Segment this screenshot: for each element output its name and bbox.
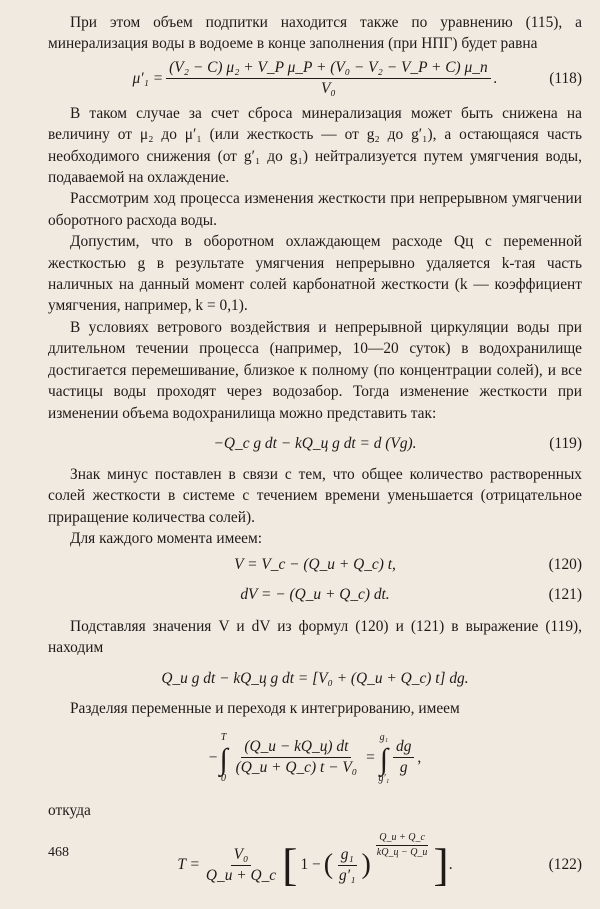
- eq121-text: dV = − (Q_и + Q_c) dt.: [240, 585, 390, 603]
- eq121-number: (121): [548, 585, 582, 603]
- integral-2-upper: g₁: [379, 731, 389, 743]
- equation-118: [48, 55, 582, 103]
- eq122-number: (122): [548, 856, 582, 874]
- eq-int-den2: g: [399, 759, 408, 777]
- eq122-g-num: g₁: [338, 846, 357, 866]
- eq118-numerator: (V₂ − C) μ₂ + V_P μ_P + (V₀ − V₂ − V_P + C) μ_п: [166, 59, 491, 79]
- eq-int-tail: ,: [417, 749, 422, 767]
- paragraph-4: Допустим, что в оборотном охлаждающем расходе Qц с переменной жесткостью g в результате умягчения непрерывно удаляется k-тая часть наличных на данный момент солей карбонатной жесткости (k — коэффициент умягчения, например, k = 0,1).: [48, 233, 582, 315]
- eq-int-num1: (Q_и − kQ_ц) dt: [241, 738, 351, 758]
- paragraph-5: В условиях ветрового воздействия и непрерывной циркуляции воды при длительном течении процесса (например, 10—20 суток) в водохранилище достигается перемешивание, близкое к полному (по концентрации солей), и все частицы воды проходят через водозабор. Тогда изменение жесткости при изменении объема водохранилища можно представить так:: [48, 318, 582, 422]
- eq-int-fraction-1: [233, 738, 360, 777]
- left-paren-icon: (: [323, 849, 334, 881]
- eq120-number: (120): [548, 555, 582, 573]
- paragraph-2: В таком случае за счет сброса минерализация может быть снижена на величину от μ₂ до μ′₁ (или жесткость — от g₂ до g′₁), а остающаяся часть необходимого снижения (от g′₁ до g₁) нейтрализуется путем умягчения воды, подаваемой на охлаждение.: [48, 104, 582, 187]
- eq122-exponent: [374, 832, 431, 859]
- eq122-tail: .: [448, 856, 453, 874]
- equation-120: [48, 550, 582, 580]
- eq122-num: V₀: [231, 846, 252, 866]
- eq122-den: Q_и + Q_c: [205, 866, 277, 884]
- right-paren-icon: ): [361, 849, 371, 881]
- eq-int-equals: =: [366, 749, 375, 767]
- equation-119: [48, 424, 582, 464]
- paragraph-3: Рассмотрим ход процесса изменения жесткости при непрерывном умягчении оборотного расхода воды.: [48, 190, 582, 229]
- eq-int-num2: dg: [393, 738, 414, 758]
- eq122-g-fraction: [336, 846, 358, 885]
- eq122-lhs: T =: [177, 856, 200, 874]
- eq122-exp-num: Q_и + Q_c: [376, 832, 428, 846]
- integral-1: [217, 732, 229, 784]
- paragraph-9: Разделяя переменные и переходя к интегрированию, имеем: [70, 700, 460, 718]
- equation-122: [48, 821, 582, 909]
- eq122-one: 1 −: [300, 856, 321, 874]
- integral-1-upper: T: [220, 731, 227, 743]
- paragraph-6: Знак минус поставлен в связи с тем, что общее количество растворенных солей жесткости в системе с течением времени уменьшается (отрицательное приращение количества солей).: [48, 465, 582, 526]
- left-bracket-icon: [: [282, 839, 298, 891]
- eq120-text: V = V_c − (Q_и + Q_c) t,: [234, 555, 396, 573]
- eq119-number: (119): [549, 435, 582, 453]
- eq122-fraction: [203, 846, 279, 885]
- eq-int-fraction-2: [393, 738, 414, 777]
- integral-sign-icon: ∫: [379, 742, 388, 776]
- eq122-exp-den: kQ_ц − Q_и: [376, 846, 428, 858]
- page-body: [48, 12, 582, 909]
- right-bracket-icon: ]: [433, 839, 449, 891]
- paragraph-1: При этом объем подпитки находится также по уравнению (115), а минерализация воды в водоеме в конце заполнения (при НПГ) будет равна: [48, 14, 582, 53]
- integral-2-lower: g′₁: [378, 772, 390, 784]
- eq118-lhs: μ′₁ =: [132, 70, 164, 88]
- integral-2: [378, 732, 390, 784]
- eq118-denominator: V₀: [321, 80, 336, 98]
- equation-substitution: [48, 658, 582, 698]
- eq118-tail: .: [493, 70, 498, 88]
- page-number: 468: [48, 845, 69, 860]
- paragraph-10: откуда: [48, 801, 91, 819]
- eq-int-minus: −: [208, 749, 218, 767]
- eq122-g-den: g′₁: [339, 866, 356, 884]
- eq118-number: (118): [549, 70, 582, 88]
- eq118-fraction: [166, 59, 491, 98]
- paragraph-8: Подставляя значения V и dV из формул (120) и (121) в выражение (119), находим: [48, 617, 582, 656]
- paragraph-7: Для каждого момента имеем:: [70, 530, 263, 548]
- eq-sub-text: Q_и g dt − kQ_ц g dt = [V₀ + (Q_и + Q_c) t] dg.: [161, 669, 469, 687]
- integral-1-lower: 0: [221, 772, 227, 784]
- equation-integral: [48, 720, 582, 796]
- eq119-text: −Q_c g dt − kQ_ц g dt = d (Vg).: [213, 435, 417, 453]
- equation-121: [48, 580, 582, 610]
- eq-int-den1: (Q_и + Q_c) t − V₀: [235, 759, 358, 777]
- integral-sign-icon: ∫: [219, 742, 228, 776]
